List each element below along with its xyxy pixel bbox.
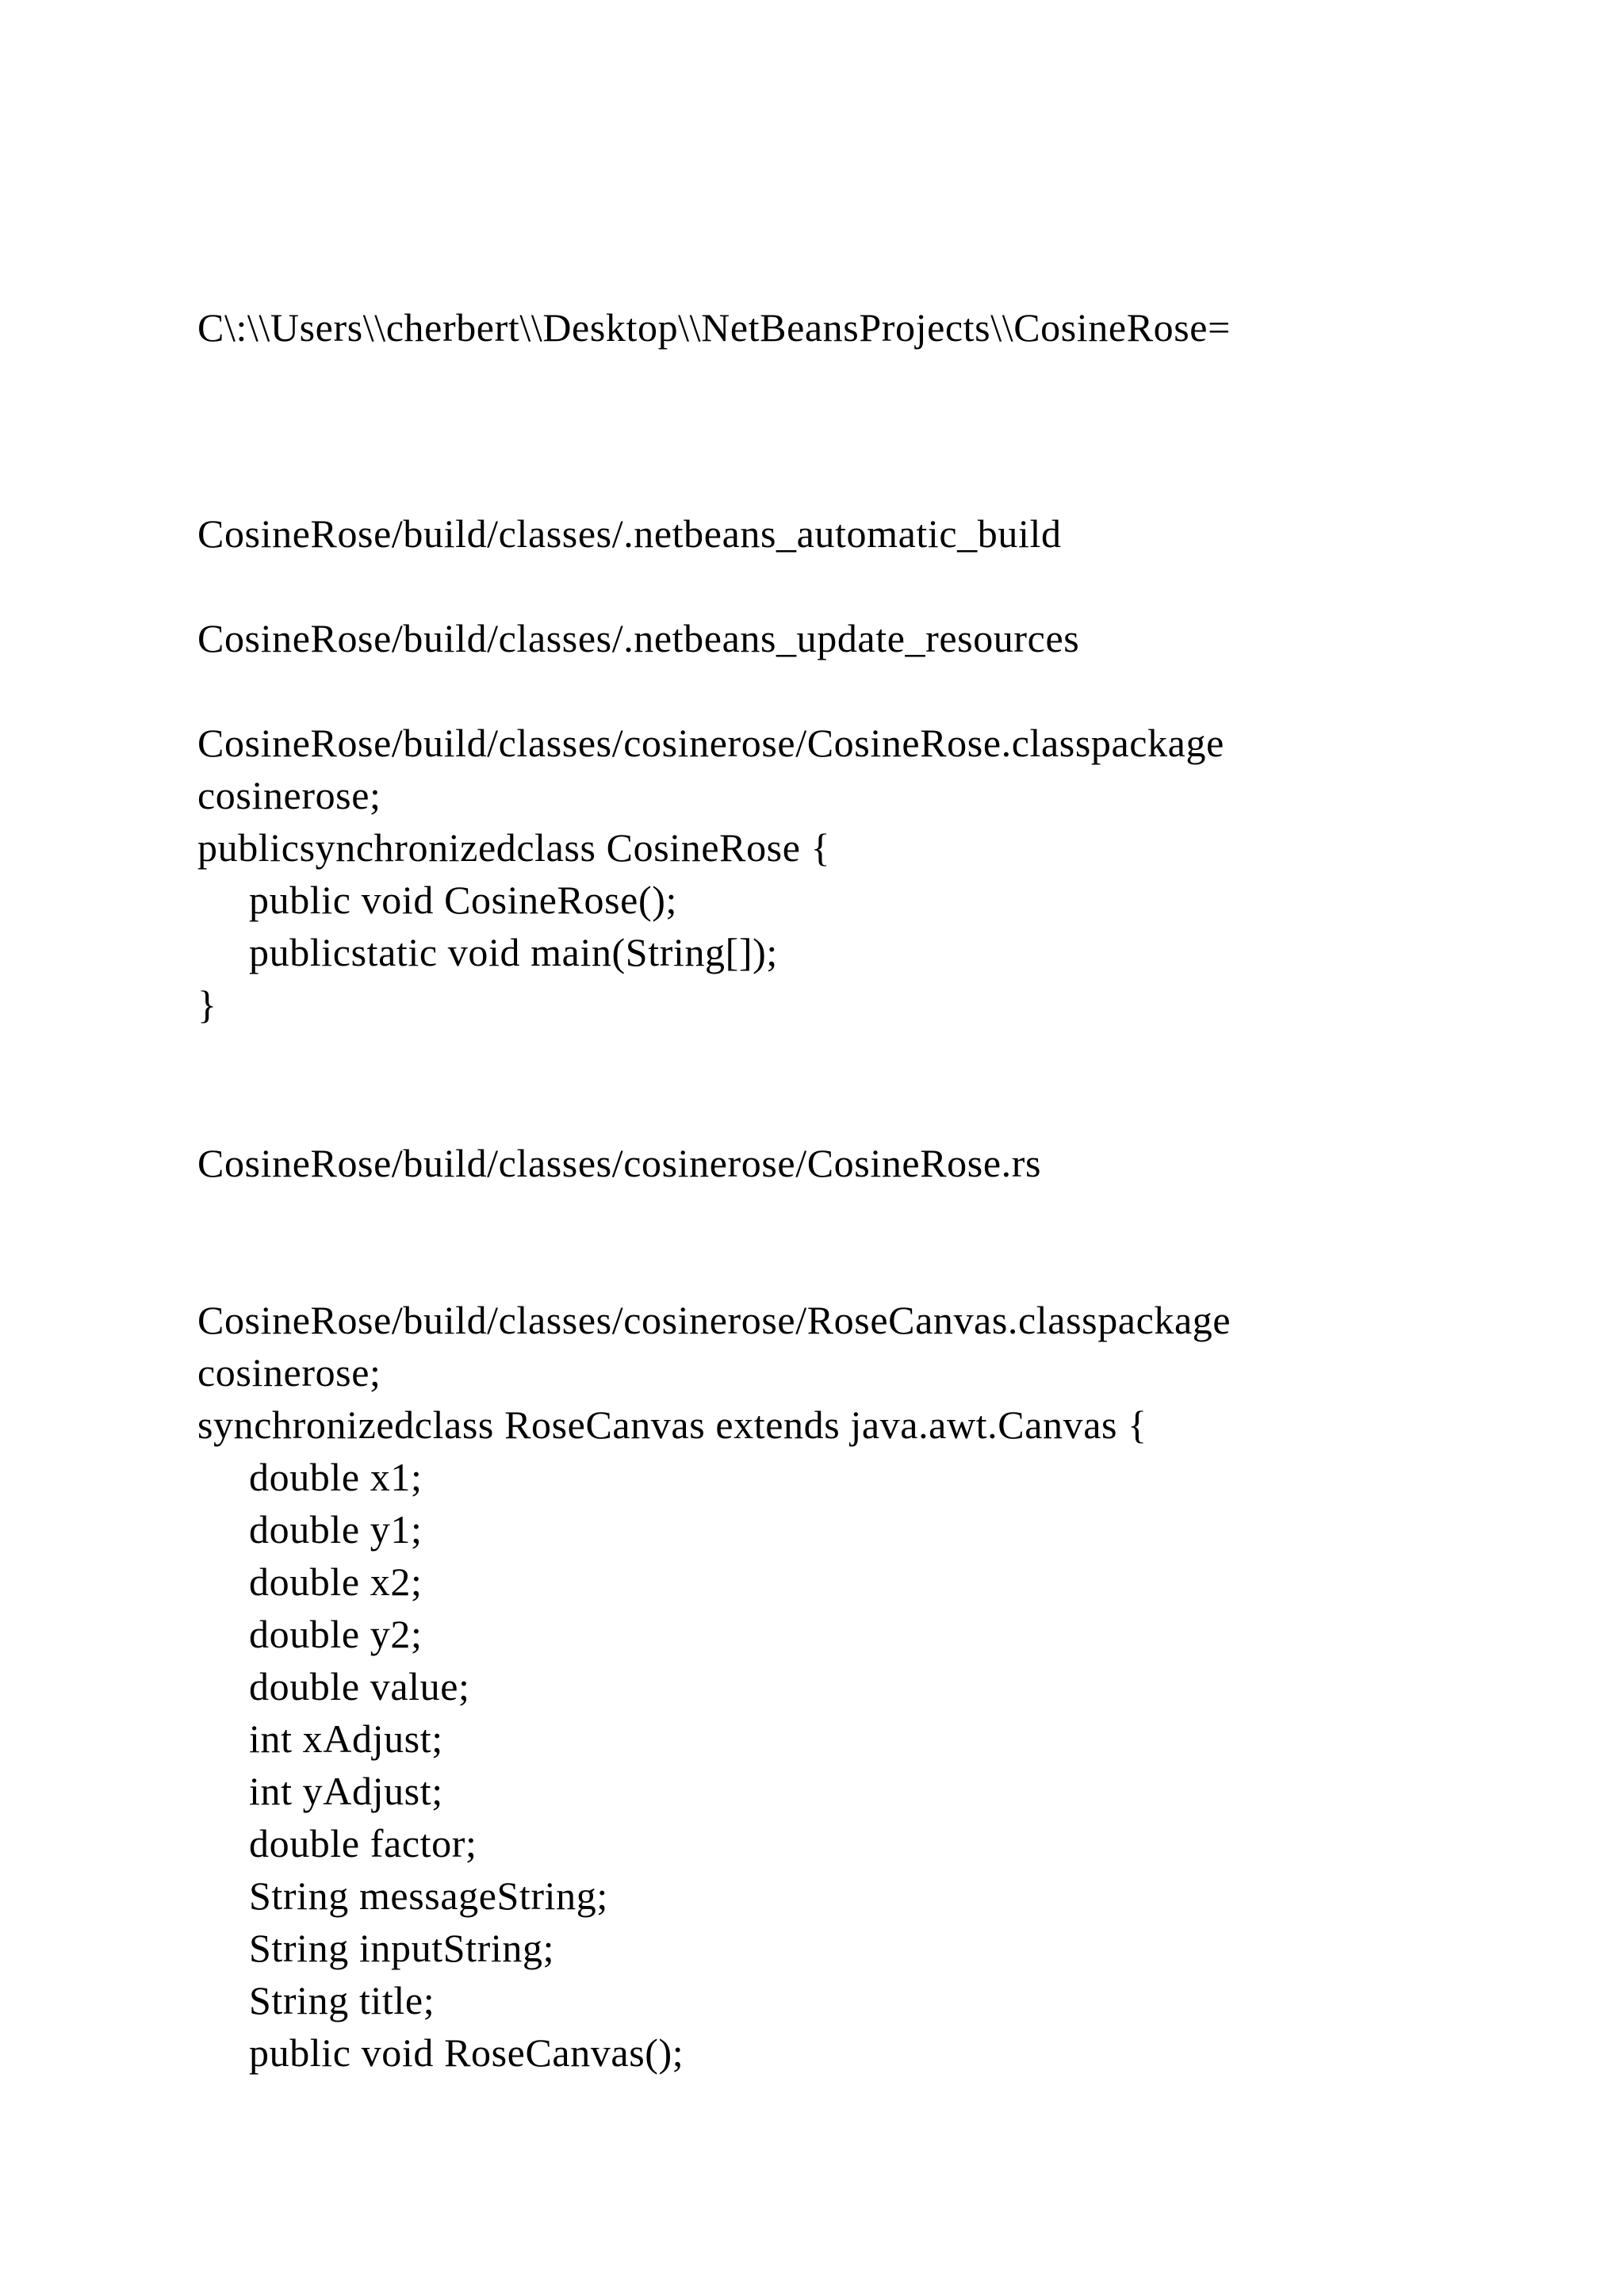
code-line: String messageString; (249, 1873, 608, 1918)
code-line: double y2; (249, 1612, 423, 1656)
code-line: String inputString; (249, 1926, 555, 1970)
code-line: String title; (249, 1978, 435, 2022)
file-automatic-build: CosineRose/build/classes/.netbeans_automatic_build (197, 511, 1062, 556)
code-line: cosinerose; (197, 773, 381, 817)
code-line: publicsynchronizedclass CosineRose { (197, 825, 831, 870)
code-line: double x2; (249, 1559, 423, 1604)
code-line: public void RoseCanvas(); (249, 2030, 684, 2075)
code-line: int yAdjust; (249, 1769, 443, 1813)
code-line: int xAdjust; (249, 1716, 443, 1761)
file-cosinerose-class-header: CosineRose/build/classes/cosinerose/CosineRose.classpackage (197, 721, 1224, 765)
code-line: cosinerose; (197, 1350, 381, 1395)
code-line: double x1; (249, 1455, 423, 1499)
file-rosecanvas-class-header: CosineRose/build/classes/cosinerose/RoseCanvas.classpackage (197, 1298, 1231, 1342)
code-line: publicstatic void main(String[]); (249, 930, 778, 974)
code-line: double y1; (249, 1507, 423, 1552)
path-header: C\:\\Users\\cherbert\\Desktop\\NetBeansProjects\\CosineRose= (197, 305, 1231, 350)
code-line: } (197, 982, 217, 1027)
code-line: synchronizedclass RoseCanvas extends java.awt.Canvas { (197, 1402, 1147, 1447)
code-line: public void CosineRose(); (249, 878, 677, 922)
code-line: double factor; (249, 1821, 477, 1866)
code-line: double value; (249, 1664, 470, 1709)
file-cosinerose-rs: CosineRose/build/classes/cosinerose/CosineRose.rs (197, 1141, 1042, 1185)
file-update-resources: CosineRose/build/classes/.netbeans_update_resources (197, 616, 1080, 660)
